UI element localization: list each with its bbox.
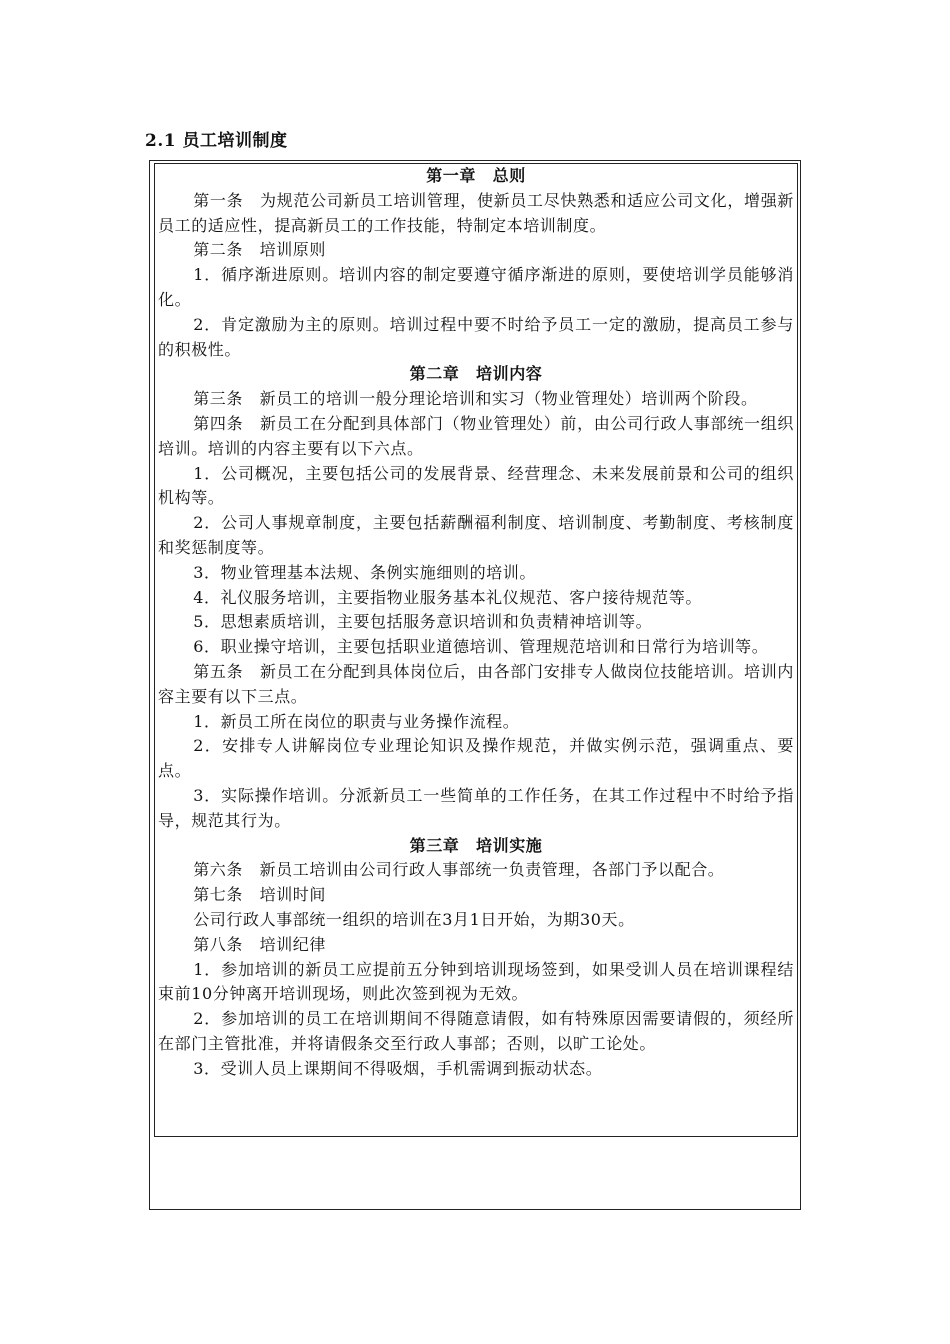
article-7: 第七条 培训时间 (193, 885, 326, 905)
article-2-item-1: 1．循序渐进原则。培训内容的制定要遵守循序渐进的原则，要使培训学员能够消化。 (158, 265, 794, 309)
article-5-item-1: 1．新员工所在岗位的职责与业务操作流程。 (193, 711, 520, 731)
article-2: 第二条 培训原则 (193, 240, 326, 260)
article-4-item-6: 6．职业操守培训，主要包括职业道德培训、管理规范培训和日常行为培训等。 (193, 637, 769, 657)
section-title: 2.1 员工培训制度 (145, 131, 288, 151)
chapter-2-title: 第二章 培训内容 (409, 364, 543, 384)
article-4-item-5: 5．思想素质培训，主要包括服务意识培训和负责精神培训等。 (193, 612, 653, 632)
article-8-item-1: 1．参加培训的新员工应提前五分钟到培训现场签到，如果受训人员在培训课程结束前10分钟离开培训现场，则此次签到视为无效。 (158, 959, 794, 1004)
article-6: 第六条 新员工培训由公司行政人事部统一负责管理，各部门予以配合。 (193, 860, 725, 880)
article-8-item-2: 2．参加培训的员工在培训期间不得随意请假，如有特殊原因需要请假的，须经所在部门主管批准，并将请假条交至行政人事部；否则，以旷工论处。 (158, 1009, 794, 1053)
article-8-item-3: 3．受训人员上课期间不得吸烟，手机需调到振动状态。 (193, 1058, 603, 1078)
article-7-detail: 公司行政人事部统一组织的培训在3月1日开始，为期30天。 (193, 909, 635, 929)
article-3: 第三条 新员工的培训一般分理论培训和实习（物业管理处）培训两个阶段。 (193, 389, 758, 409)
article-5: 第五条 新员工在分配到具体岗位后，由各部门安排专人做岗位技能培训。培训内容主要有以下三点。 (158, 661, 794, 706)
article-8: 第八条 培训纪律 (193, 934, 326, 954)
article-2-item-2: 2．肯定激励为主的原则。培训过程中要不时给予员工一定的激励，提高员工参与的积极性。 (158, 314, 794, 359)
document-body (158, 164, 794, 1081)
article-1: 第一条 为规范公司新员工培训管理，使新员工尽快熟悉和适应公司文化，增强新员工的适应性，提高新员工的工作技能，特制定本培训制度。 (158, 190, 794, 235)
chapter-3-title: 第三章 培训实施 (409, 835, 543, 855)
article-4-item-4: 4．礼仪服务培训，主要指物业服务基本礼仪规范、客户接待规范等。 (193, 587, 702, 607)
article-4-item-1: 1．公司概况，主要包括公司的发展背景、经营理念、未来发展前景和公司的组织机构等。 (158, 463, 794, 508)
article-4-item-3: 3．物业管理基本法规、条例实施细则的培训。 (193, 562, 536, 582)
article-4: 第四条 新员工在分配到具体部门（物业管理处）前，由公司行政人事部统一组织培训。培训的内容主要有以下六点。 (158, 413, 794, 458)
article-5-item-3: 3．实际操作培训。分派新员工一些简单的工作任务，在其工作过程中不时给予指导，规范其行为。 (158, 785, 794, 830)
article-5-item-2: 2．安排专人讲解岗位专业理论知识及操作规范，并做实例示范，强调重点、要点。 (158, 736, 794, 781)
chapter-1-title: 第一章 总则 (426, 166, 526, 185)
article-4-item-2: 2．公司人事规章制度，主要包括薪酬福利制度、培训制度、考勤制度、考核制度和奖惩制度等。 (158, 513, 794, 557)
